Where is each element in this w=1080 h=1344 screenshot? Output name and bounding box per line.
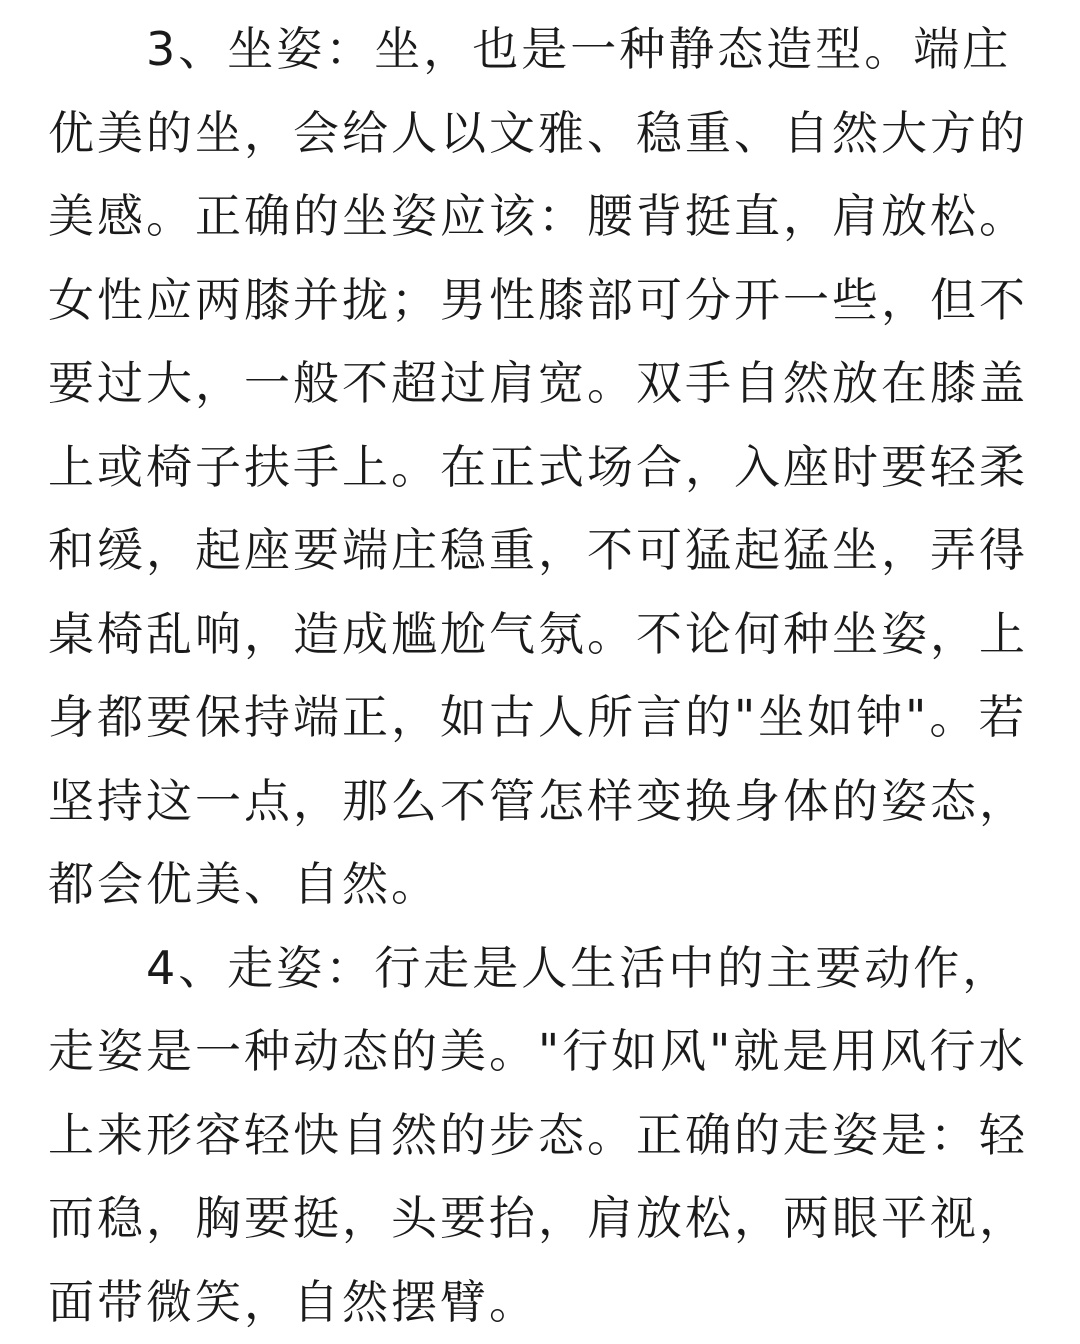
text-line: 4、走姿：行走是人生活中的主要动作，: [48, 927, 1038, 1011]
paragraph-sitting-posture: [48, 8, 1038, 927]
text-line: 坚持这一点，那么不管怎样变换身体的姿态，: [48, 760, 1038, 844]
document-body: [48, 8, 1038, 1344]
text-line: 和缓，起座要端庄稳重，不可猛起猛坐，弄得: [48, 509, 1038, 593]
text-line: 桌椅乱响，造成尴尬气氛。不论何种坐姿，上: [48, 593, 1038, 677]
text-line: 女性应两膝并拢；男性膝部可分开一些，但不: [48, 259, 1038, 343]
text-line: 美感。正确的坐姿应该：腰背挺直，肩放松。: [48, 175, 1038, 259]
text-line: 身都要保持端正，如古人所言的"坐如钟"。若: [48, 676, 1038, 760]
text-line: 走姿是一种动态的美。"行如风"就是用风行水: [48, 1010, 1038, 1094]
text-line: 面带微笑，自然摆臂。: [48, 1261, 1038, 1344]
text-line: 都会优美、自然。: [48, 843, 1038, 927]
text-line: 而稳，胸要挺，头要抬，肩放松，两眼平视，: [48, 1177, 1038, 1261]
text-line: 要过大，一般不超过肩宽。双手自然放在膝盖: [48, 342, 1038, 426]
text-line: 优美的坐，会给人以文雅、稳重、自然大方的: [48, 92, 1038, 176]
text-line: 上来形容轻快自然的步态。正确的走姿是：轻: [48, 1094, 1038, 1178]
text-line: 上或椅子扶手上。在正式场合，入座时要轻柔: [48, 426, 1038, 510]
paragraph-walking-posture: [48, 927, 1038, 1344]
text-line: 3、坐姿：坐，也是一种静态造型。端庄: [48, 8, 1038, 92]
